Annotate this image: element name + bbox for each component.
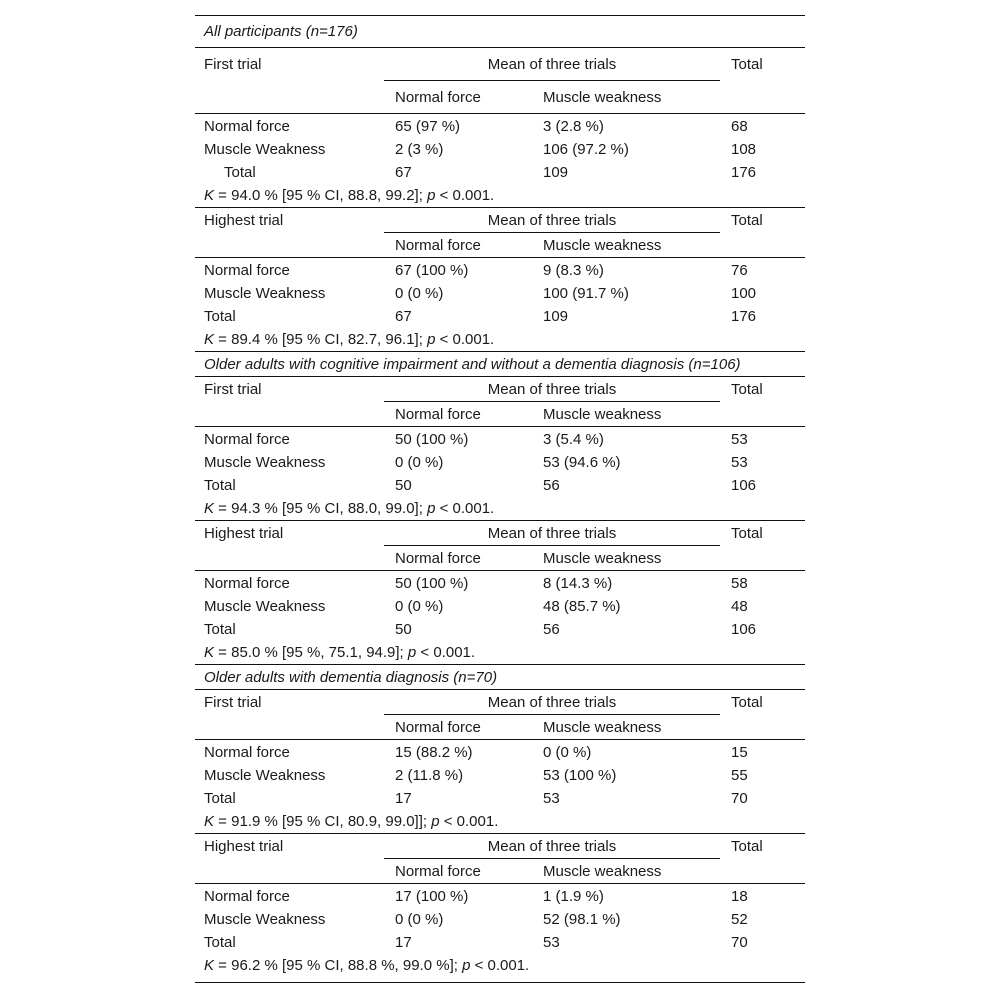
cell: 68 — [731, 118, 748, 135]
cell: 50 (100 %) — [395, 431, 469, 448]
col-header-weakness: Muscle weakness — [543, 89, 662, 106]
row-label-total: Total — [204, 477, 236, 494]
table-rule-bottom — [195, 982, 805, 983]
cell: 106 — [731, 621, 757, 638]
block-label: First trial — [204, 56, 262, 73]
table-rule — [195, 351, 805, 352]
cell: 0 (0 %) — [543, 744, 592, 761]
table-rule — [195, 570, 805, 571]
table-rule — [195, 833, 805, 834]
mean-header: Mean of three trials — [487, 56, 617, 73]
cell: 17 (100 %) — [395, 888, 469, 905]
cell: 52 (98.1 %) — [543, 911, 621, 928]
cell: 70 — [731, 934, 748, 951]
agreement-table — [195, 0, 805, 998]
cell: 56 — [543, 477, 560, 494]
cell: 50 — [395, 621, 412, 638]
block-label: Highest trial — [204, 838, 284, 855]
block-label: First trial — [204, 694, 262, 711]
row-label-normal: Normal force — [204, 118, 290, 135]
row-label-total: Total — [204, 934, 236, 951]
row-label-weakness: Muscle Weakness — [204, 454, 326, 471]
kappa-statistic: K = 94.3 % [95 % CI, 88.0, 99.0]; p < 0.001. — [204, 500, 495, 517]
table-rule — [195, 257, 805, 258]
col-header-normal: Normal force — [395, 237, 481, 254]
cell: 106 — [731, 477, 757, 494]
group-title: All participants (n=176) — [204, 23, 358, 40]
cell: 58 — [731, 575, 748, 592]
col-header-weakness: Muscle weakness — [543, 863, 662, 880]
cell: 76 — [731, 262, 748, 279]
col-header-normal: Normal force — [395, 863, 481, 880]
col-header-normal: Normal force — [395, 406, 481, 423]
row-label-normal: Normal force — [204, 431, 290, 448]
col-header-normal: Normal force — [395, 719, 481, 736]
table-rule — [195, 376, 805, 377]
col-header-normal: Normal force — [395, 550, 481, 567]
row-label-total: Total — [204, 308, 236, 325]
mean-header: Mean of three trials — [487, 381, 617, 398]
cell: 50 — [395, 477, 412, 494]
row-label-normal: Normal force — [204, 262, 290, 279]
row-label-normal: Normal force — [204, 575, 290, 592]
kappa-statistic: K = 85.0 % [95 %, 75.1, 94.9]; p < 0.001. — [204, 644, 476, 661]
kappa-statistic: K = 94.0 % [95 % CI, 88.8, 99.2]; p < 0.001. — [204, 187, 495, 204]
mean-header: Mean of three trials — [487, 694, 617, 711]
cell: 53 (94.6 %) — [543, 454, 621, 471]
table-rule — [195, 883, 805, 884]
cell: 15 (88.2 %) — [395, 744, 473, 761]
col-header-weakness: Muscle weakness — [543, 237, 662, 254]
row-label-weakness: Muscle Weakness — [204, 767, 326, 784]
cell: 67 — [395, 164, 412, 181]
cell: 9 (8.3 %) — [543, 262, 604, 279]
cell: 56 — [543, 621, 560, 638]
table-rule — [195, 520, 805, 521]
table-rule-top — [195, 15, 805, 16]
col-header-weakness: Muscle weakness — [543, 550, 662, 567]
row-label-weakness: Muscle Weakness — [204, 285, 326, 302]
cell: 108 — [731, 141, 757, 158]
header-subrule — [384, 714, 720, 715]
mean-header: Mean of three trials — [487, 525, 617, 542]
cell: 18 — [731, 888, 748, 905]
cell: 17 — [395, 790, 412, 807]
header-subrule — [384, 858, 720, 859]
cell: 2 (3 %) — [395, 141, 444, 158]
total-header: Total — [731, 525, 763, 542]
block-label: Highest trial — [204, 525, 284, 542]
cell: 100 (91.7 %) — [543, 285, 629, 302]
mean-header: Mean of three trials — [487, 838, 617, 855]
row-label-normal: Normal force — [204, 744, 290, 761]
cell: 0 (0 %) — [395, 285, 444, 302]
cell: 176 — [731, 308, 757, 325]
cell: 109 — [543, 164, 569, 181]
col-header-weakness: Muscle weakness — [543, 719, 662, 736]
table-rule — [195, 113, 805, 114]
cell: 106 (97.2 %) — [543, 141, 629, 158]
cell: 65 (97 %) — [395, 118, 461, 135]
kappa-statistic: K = 91.9 % [95 % CI, 80.9, 99.0]]; p < 0.001. — [204, 813, 499, 830]
cell: 53 — [731, 431, 748, 448]
cell: 3 (2.8 %) — [543, 118, 604, 135]
row-label-weakness: Muscle Weakness — [204, 141, 326, 158]
block-label: First trial — [204, 381, 262, 398]
table-rule — [195, 426, 805, 427]
kappa-statistic: K = 89.4 % [95 % CI, 82.7, 96.1]; p < 0.001. — [204, 331, 495, 348]
cell: 15 — [731, 744, 748, 761]
row-label-total: Total — [204, 621, 236, 638]
col-header-normal: Normal force — [395, 89, 481, 106]
header-subrule — [384, 232, 720, 233]
cell: 1 (1.9 %) — [543, 888, 604, 905]
cell: 17 — [395, 934, 412, 951]
cell: 53 — [543, 934, 560, 951]
group-title: Older adults with dementia diagnosis (n=70) — [204, 669, 498, 686]
cell: 67 — [395, 308, 412, 325]
cell: 52 — [731, 911, 748, 928]
row-label-weakness: Muscle Weakness — [204, 598, 326, 615]
block-label: Highest trial — [204, 212, 284, 229]
total-header: Total — [731, 212, 763, 229]
total-header: Total — [731, 838, 763, 855]
cell: 53 — [543, 790, 560, 807]
cell: 48 — [731, 598, 748, 615]
cell: 50 (100 %) — [395, 575, 469, 592]
col-header-weakness: Muscle weakness — [543, 406, 662, 423]
cell: 67 (100 %) — [395, 262, 469, 279]
kappa-statistic: K = 96.2 % [95 % CI, 88.8 %, 99.0 %]; p < 0.001. — [204, 957, 530, 974]
header-subrule — [384, 80, 720, 81]
table-rule — [195, 689, 805, 690]
cell: 53 — [731, 454, 748, 471]
table-rule — [195, 664, 805, 665]
row-label-total: Total — [224, 164, 256, 181]
cell: 2 (11.8 %) — [395, 767, 464, 784]
row-label-weakness: Muscle Weakness — [204, 911, 326, 928]
table-rule — [195, 207, 805, 208]
cell: 176 — [731, 164, 757, 181]
cell: 53 (100 %) — [543, 767, 617, 784]
row-label-normal: Normal force — [204, 888, 290, 905]
cell: 48 (85.7 %) — [543, 598, 621, 615]
total-header: Total — [731, 381, 763, 398]
table-rule — [195, 739, 805, 740]
cell: 0 (0 %) — [395, 454, 444, 471]
cell: 3 (5.4 %) — [543, 431, 604, 448]
header-subrule — [384, 401, 720, 402]
cell: 0 (0 %) — [395, 598, 444, 615]
total-header: Total — [731, 56, 763, 73]
cell: 109 — [543, 308, 569, 325]
table-rule — [195, 47, 805, 48]
row-label-total: Total — [204, 790, 236, 807]
mean-header: Mean of three trials — [487, 212, 617, 229]
group-title: Older adults with cognitive impairment and without a dementia diagnosis (n=106) — [204, 356, 741, 373]
cell: 0 (0 %) — [395, 911, 444, 928]
cell: 100 — [731, 285, 757, 302]
cell: 55 — [731, 767, 748, 784]
cell: 70 — [731, 790, 748, 807]
cell: 8 (14.3 %) — [543, 575, 613, 592]
header-subrule — [384, 545, 720, 546]
total-header: Total — [731, 694, 763, 711]
